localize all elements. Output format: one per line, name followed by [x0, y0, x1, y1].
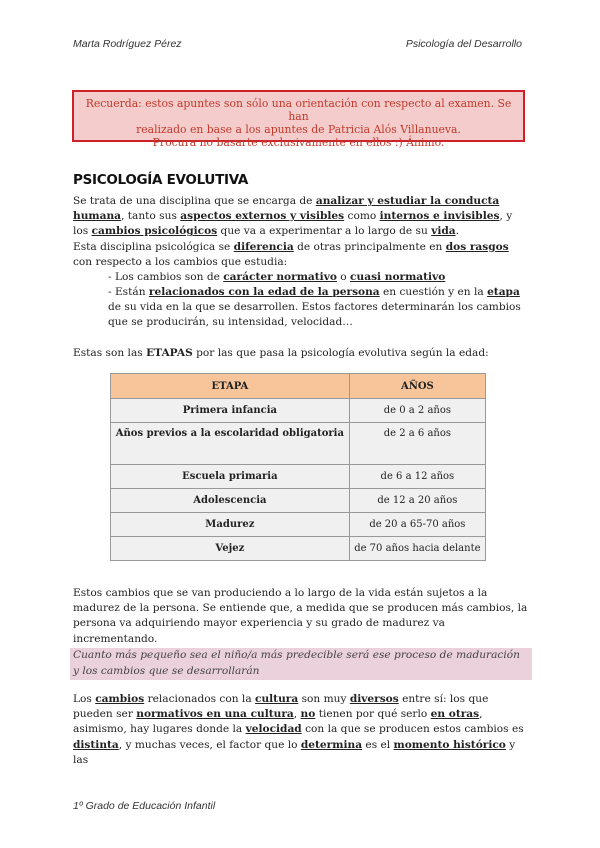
notice-line-1: Recuerda: estos apuntes son sólo una orientación con respecto al examen. Se han: [85, 97, 512, 123]
paragraph-culture: [73, 692, 528, 768]
text: Se trata de una disciplina que se encarga de: [73, 195, 316, 207]
table-row: [111, 513, 486, 537]
keyword: carácter normativo: [223, 271, 337, 283]
keyword: vida: [431, 225, 456, 238]
table-header-row: [111, 374, 486, 399]
text: - Están: [108, 286, 149, 298]
footer-course: 1º Grado de Educación Infantil: [73, 800, 216, 812]
stages-table: [110, 373, 486, 561]
table-row: [111, 399, 486, 423]
keyword: aspectos externos y visibles: [180, 210, 345, 223]
keyword: diferencia: [233, 241, 294, 253]
page-title: PSICOLOGÍA EVOLUTIVA: [73, 172, 249, 188]
keyword: relacionados con la edad de la persona: [148, 286, 380, 298]
text: , asimismo, hay lugares donde la: [73, 708, 483, 736]
text: con respecto a los cambios que estudia:: [73, 256, 288, 269]
text: de su vida en la que se desarrollen. Estos factores determinarán los cambios que se producirán, su intensidad, velocidad…: [108, 301, 521, 329]
years-cell: de 2 a 6 años: [349, 423, 485, 465]
table-row: [111, 465, 486, 489]
table-row: [111, 537, 486, 561]
header-author: Marta Rodríguez Pérez: [73, 38, 182, 50]
table-row: [111, 489, 486, 513]
keyword: cuasi normativo: [350, 271, 446, 283]
stage-cell: Vejez: [111, 537, 350, 561]
text: Estas son las: [73, 347, 147, 359]
keyword: etapa: [487, 286, 520, 298]
keyword: internos e invisibles: [379, 210, 500, 223]
text: , tanto sus: [121, 210, 181, 223]
header-subject: Psicología del Desarrollo: [405, 38, 522, 50]
table-row: [111, 423, 486, 465]
text: o: [336, 271, 351, 283]
notice-box: [72, 90, 525, 149]
keyword: normativos en una cultura: [136, 708, 294, 721]
text: como: [344, 210, 380, 223]
keyword: dos rasgos: [445, 241, 509, 253]
paragraph-maturity: Estos cambios que se van produciendo a lo largo de la vida están sujetos a la madurez de la persona. Se entiende que, a medida que se producen más cambios, la persona va adquiriendo mayor experiencia y su grado de madurez va incrementando.: [73, 587, 528, 645]
text: , y los: [73, 210, 513, 238]
text: Esta disciplina psicológica se: [73, 241, 234, 253]
text: que va a experimentar a lo largo de su: [217, 225, 432, 238]
keyword: cambios psicológicos: [91, 225, 218, 238]
keyword: diversos: [349, 693, 399, 705]
text: - Los cambios son de: [108, 271, 224, 283]
text: de otras principalmente en: [293, 241, 446, 253]
text: relacionados con la: [144, 693, 255, 705]
text: entre sí: los que pueden ser: [73, 693, 489, 721]
paragraph-differences: [73, 240, 528, 270]
keyword: velocidad: [245, 723, 302, 736]
paragraph-stages-intro: [73, 346, 528, 361]
column-header-years: AÑOS: [349, 374, 485, 399]
stage-cell: Madurez: [111, 513, 350, 537]
text: por las que pasa la psicología evolutiva según la edad:: [192, 347, 489, 359]
years-cell: de 12 a 20 años: [349, 489, 485, 513]
years-cell: de 70 años hacia delante: [349, 537, 485, 561]
years-cell: de 0 a 2 años: [349, 399, 485, 423]
text: Los: [73, 693, 96, 705]
keyword: no: [300, 708, 316, 721]
paragraph-definition: [73, 194, 528, 240]
stage-cell: Adolescencia: [111, 489, 350, 513]
text: es el: [362, 738, 394, 751]
keyword: cambios: [95, 693, 145, 705]
text: tienen por qué serlo: [315, 708, 431, 721]
bullet-normative: [108, 270, 528, 285]
text: con la que se producen estos cambios es: [301, 723, 524, 736]
column-header-stage: ETAPA: [111, 374, 350, 399]
text: son muy: [298, 693, 350, 705]
keyword: analizar y estudiar la conducta humana: [73, 195, 500, 223]
text: .: [455, 225, 460, 238]
text: , y muchas veces, el factor que lo: [118, 738, 301, 751]
bullet-age: [108, 285, 528, 331]
text: y las: [73, 738, 516, 766]
stage-cell: Años previos a la escolaridad obligatoria: [111, 423, 350, 465]
highlight-text: Cuanto más pequeño sea el niño/a más predecible será ese proceso de maduración y los cambios que se desarrollarán: [73, 649, 520, 677]
years-cell: de 6 a 12 años: [349, 465, 485, 489]
keyword: distinta: [73, 738, 119, 751]
notice-line-2: realizado en base a los apuntes de Patricia Alós Villanueva.: [136, 123, 461, 136]
notice-line-3: Procura no basarte exclusivamente en ellos :) Ánimo.: [152, 136, 445, 149]
stage-cell: Escuela primaria: [111, 465, 350, 489]
keyword: momento histórico: [393, 738, 506, 751]
text: en cuestión y en la: [379, 286, 488, 298]
keyword: en otras: [430, 708, 480, 721]
years-cell: de 20 a 65-70 años: [349, 513, 485, 537]
stage-cell: Primera infancia: [111, 399, 350, 423]
keyword: determina: [300, 738, 363, 751]
keyword: ETAPAS: [146, 347, 193, 359]
text: ,: [293, 708, 301, 721]
keyword: cultura: [255, 693, 299, 705]
